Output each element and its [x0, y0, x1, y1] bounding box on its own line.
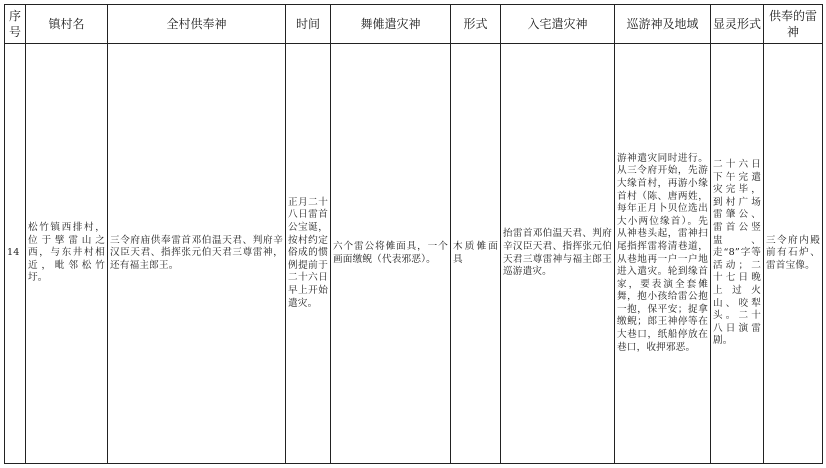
cell-procession: 游神遣灾同时进行。从三令府开始，先游大缘首村，再游小缘首村（陈、唐两姓，每年正月卜贝位选出大小两位缘首）。先从神巷头起，雷神扫尾指挥雷将清巷道，从巷地再一户一户地进入遣灾。轮到缘首家，要表演全套傩舞，抱小孩给雷公抱一抱，保平安；捉拿缴鲵；郎王神停等在大巷口，纸船停放在巷口，收押邪恶。 — [615, 44, 711, 464]
header-manifest: 显灵形式 — [711, 5, 764, 44]
cell-thunder: 三令府内殿前有石炉、雷首宝像。 — [764, 44, 823, 464]
cell-nuo-dance: 六个雷公将傩面具，一个画面缴鲵（代表邪恶）。 — [331, 44, 451, 464]
cell-time: 正月二十八日雷首公宝诞，按村约定俗成的惯例提前于二十六日早上开始遣灾。 — [286, 44, 331, 464]
header-village: 镇村名 — [26, 5, 108, 44]
header-form: 形式 — [451, 5, 501, 44]
header-procession: 巡游神及地域 — [615, 5, 711, 44]
cell-village: 松竹镇西排村，位于擘雷山之西，与东井村相近，毗邻松竹圩。 — [26, 44, 108, 464]
header-deity: 全村供奉神 — [108, 5, 286, 44]
header-no: 序号 — [5, 5, 26, 44]
header-house: 入宅遣灾神 — [501, 5, 615, 44]
header-nuo-dance: 舞傩遣灾神 — [331, 5, 451, 44]
folk-custom-table — [4, 4, 823, 464]
header-time: 时间 — [286, 5, 331, 44]
cell-no: 14 — [5, 44, 26, 464]
header-thunder: 供奉的雷神 — [764, 5, 823, 44]
header-row — [5, 5, 823, 44]
cell-deity: 三令府庙供奉雷首邓伯温天君、判府辛汉臣天君、指挥张元伯天君三尊雷神，还有福主郎王。 — [108, 44, 286, 464]
table-row — [5, 44, 823, 464]
cell-manifest: 二十六日下午完遣灾完毕，到村广场雷肇公、雷首公竖盅、走“8”字等活动；二十七日晚上过火山、咬犁头。二十八日演雷剧。 — [711, 44, 764, 464]
cell-house: 抬雷首邓伯温天君、判府辛汉臣天君、指挥张元伯天君三尊雷神与福主郎王巡游遣灾。 — [501, 44, 615, 464]
cell-form: 木质傩面具 — [451, 44, 501, 464]
